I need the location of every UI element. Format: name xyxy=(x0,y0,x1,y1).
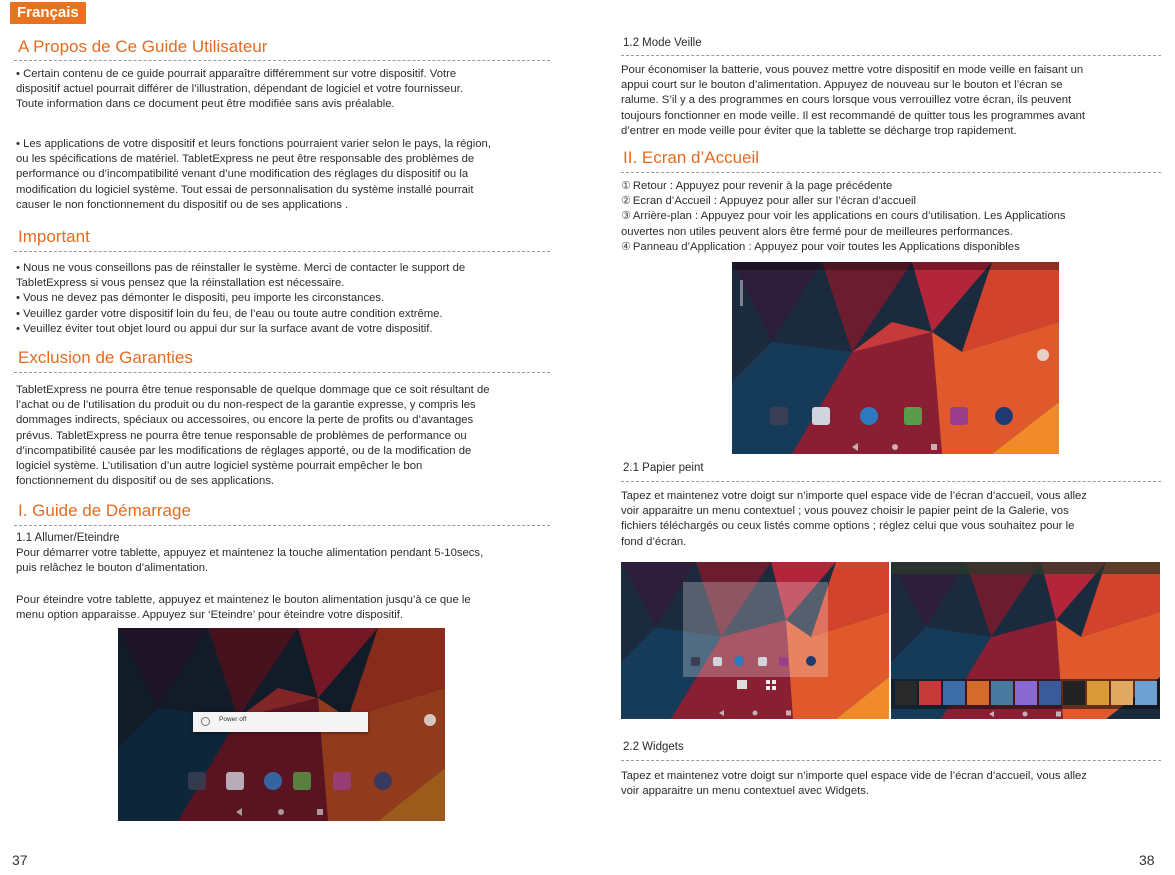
screenshot-wallpaper-menu xyxy=(621,562,889,719)
power-off-dialog xyxy=(193,712,368,732)
widgets-paragraph: Tapez et maintenez votre doigt sur n’importe quel espace vide de l’écran d’accueil, vous allez voir apparaitre un menu contextuel avec Widgets. xyxy=(621,770,1087,798)
veille-paragraph: Pour économiser la batterie, vous pouvez mettre votre dispositif en mode veille en faisant un appui court sur le bouton d’alimentation. Appuyez de nouveau sur le bouton et l’écran se ralume. S’il y a des programmes en cours lorsque vous verrouillez votre écran, ils peuvent toujours fonctionner en mode veille. Il est recommandé de quitter tous les programmes avant d’entrer en mode veille pour éviter que la tablette se décharge trop rapidement. xyxy=(621,64,1086,137)
papier-paragraph: Tapez et maintenez votre doigt sur n’importe quel espace vide de l’écran d’accueil, vous allez voir apparaitre un menu contextuel ; vous pouvez choisir le papier peint de la Galerie, vos fichiers téléchargés ou ceux listés comme options ; réglez celui que vous souhaitez pour le fond d’écran. xyxy=(621,490,1087,548)
wallpaper-thumbnails xyxy=(895,681,1157,705)
important-list: • Nous ne vous conseillons pas de réinstaller le système. Merci de contacter le support de TabletExpress si vous pensez que la réinstallation est nécessaire. • Vous ne devez pas démonter le dispositi, peu importe les circonstances. • Veuillez garder votre dispositif loin du feu, de l’eau ou toute autre condition extrême. • Veuillez éviter tout objet lourd ou appui dur sur la surface avant de votre dispositif. xyxy=(16,262,466,335)
wallpaper-icon xyxy=(737,680,747,689)
page-number-right: 38 xyxy=(1139,852,1155,868)
divider xyxy=(621,481,1161,482)
page-number-left: 37 xyxy=(12,852,28,868)
divider xyxy=(621,55,1161,56)
wallpaper-image xyxy=(621,562,889,719)
accueil-list: ① Retour : Appuyez pour revenir à la page précédente ② Ecran d’Accueil : Appuyez pour aller sur l’écran d’accueil ③ Arrière-plan : Appuyez pour voir les applications en cours d’utilisation. Les Applications ouvertes non utiles peuvent alors être fermé pour de meilleures performances. ④ Panneau d’Application : Appuyez pour voir toutes les Applications disponibles xyxy=(621,179,1066,255)
power-off-option[interactable]: Power off xyxy=(219,716,247,723)
list-item: ③ Arrière-plan : Appuyez pour voir les applications en cours d’utilisation. Les Applications xyxy=(621,210,1066,223)
page-right xyxy=(588,0,1175,875)
guide-paragraph-2: Pour éteindre votre tablette, appuyez et maintenez le bouton alimentation jusqu’à ce que le menu option apparaisse. Appuyez sur ‘Eteindre’ pour éteindre votre dispositif. xyxy=(16,594,471,622)
screenshot-power-off xyxy=(118,628,445,821)
about-paragraph-2: • Les applications de votre dispositif et leurs fonctions pourraient varier selon le pays, la région, ou les spécifications de matériel. TabletExpress ne peut être responsable des problèmes de performance ou d’incompatibilité venant d’une modification des réglages du dispositif ou la modification du logiciel système. Tout essai de personnalisation du système installé pourrait causer le non fonctionnement du dispositif ou de ses applications . xyxy=(16,138,491,211)
section-title-important: Important xyxy=(18,227,90,246)
screenshot-home-screen xyxy=(732,262,1059,454)
wallpaper-image xyxy=(891,562,1160,719)
divider xyxy=(621,760,1161,761)
divider xyxy=(14,372,550,373)
page-left xyxy=(0,0,587,875)
language-badge: Français xyxy=(10,2,86,24)
screenshot-wallpaper-picker xyxy=(891,562,1160,719)
about-paragraph-1: • Certain contenu de ce guide pourrait apparaître différemment sur votre dispositif. Votre dispositif actuel pourrait différer de l’illustration, dépendant de logiciel et votre fournisseur. Toute information dans ce document peut être modifiée sans avis préalable. xyxy=(16,68,463,111)
list-item: ④ Panneau d’Application : Appuyez pour voir toutes les Applications disponibles xyxy=(621,240,1020,253)
divider xyxy=(14,60,550,61)
power-icon xyxy=(201,717,210,726)
subsection-title-power: 1.1 Allumer/Eteindre xyxy=(16,532,120,544)
section-title-guide: I. Guide de Démarrage xyxy=(18,501,191,520)
list-item: ① Retour : Appuyez pour revenir à la page précédente xyxy=(621,180,893,192)
list-item: ② Ecran d’Accueil : Appuyez pour aller sur l’écran d’accueil xyxy=(621,195,917,208)
guide-paragraph-1: Pour démarrer votre tablette, appuyez et maintenez la touche alimentation pendant 5-10secs, puis relâchez le bouton d’alimentation. xyxy=(16,547,484,575)
section-title-accueil: II. Ecran d’Accueil xyxy=(623,148,760,167)
divider xyxy=(621,172,1161,173)
wallpaper-image xyxy=(732,262,1059,454)
exclusion-paragraph: TabletExpress ne pourra être tenue responsable de quelque dommage que ce soit résultant de l’achat ou de l’utilisation du produit ou du non-respect de la garantie expresse, y compris les dommages indirects, spéciaux ou accessoires, ou encore la perte de profits ou d’avantages prévus. TabletExpress ne pourra être tenue responsable de problèmes de performance ou d’incompatibilité causée par les modifications de réglages apporté, ou de la modification de logiciel système. L’utilisation d’un autre logiciel système pourrait empêcher le bon fonctionnement du dispositif ou de ses applications. xyxy=(16,384,490,488)
subsection-title-veille: 1.2 Mode Veille xyxy=(623,37,702,49)
section-title-exclusion: Exclusion de Garanties xyxy=(18,348,193,367)
subsection-title-widgets: 2.2 Widgets xyxy=(623,741,684,753)
divider xyxy=(14,525,550,526)
subsection-title-papier: 2.1 Papier peint xyxy=(623,462,704,474)
divider xyxy=(14,251,550,252)
section-title-about: A Propos de Ce Guide Utilisateur xyxy=(18,37,268,56)
